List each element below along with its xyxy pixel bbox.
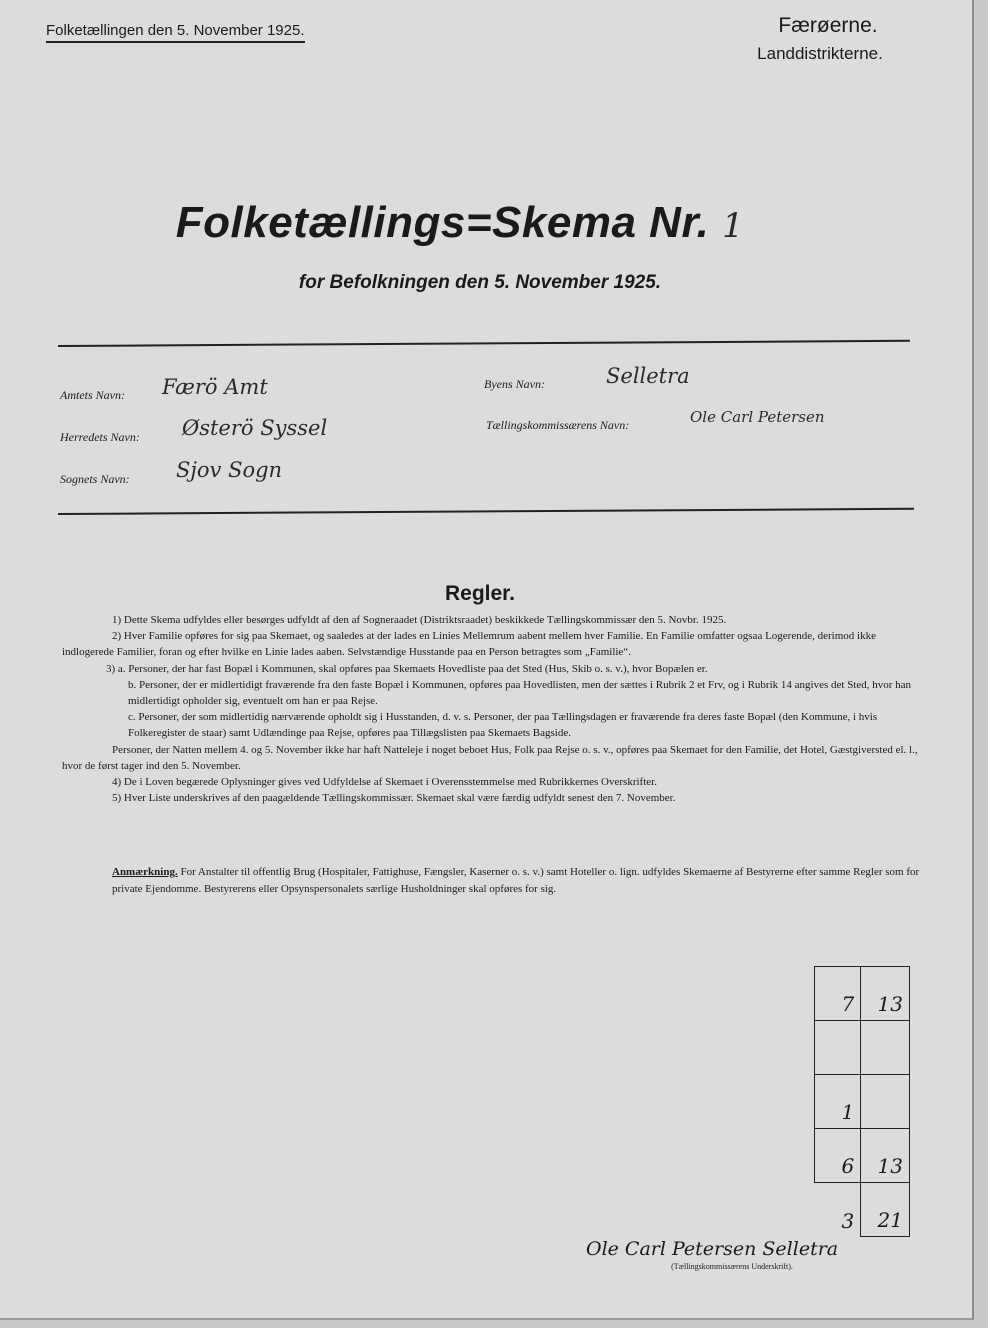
- signature-caption: (Tællingskommissærens Underskrift).: [671, 1262, 793, 1271]
- annotation-label: Anmærkning.: [112, 866, 178, 878]
- tally-table: [814, 966, 910, 1237]
- amt-label: Amtets Navn:: [60, 388, 125, 402]
- commissioner-signature: Ole Carl Petersen Selletra: [586, 1238, 839, 1260]
- tally-cell: [815, 1021, 861, 1075]
- rule-3-note: Personer, der Natten mellem 4. og 5. November ikke har haft Natteleje i noget beboet Hus, Folk paa Rejse o. s. v., opføres paa Skemaet for den Familie, det Hotel, Gæstgiversted el. l., hvor de først tager ind den 5. November.: [62, 743, 918, 772]
- rule-3a: 3) a. Personer, der har fast Bopæl i Kommunen, skal opføres paa Skemaets Hovedliste paa det Sted (Hus, Skib o. s. v.), hvor Bopælen er.: [106, 662, 708, 675]
- tally-row: [815, 1075, 910, 1129]
- rule-3c: c. Personer, der som midlertidig nærværende opholdt sig i Husstanden, d. v. s. Personer, der paa Tællingsdagen er fraværende fra deres faste Bopæl (den Kommune, i hvis Folkeregister de staar) samt Udlændinge paa Rejse, opføres paa Tillægslisten paa Skemaets Bagside.: [128, 711, 878, 740]
- sogn-label: Sognets Navn:: [60, 472, 130, 486]
- tally-row: [815, 1129, 910, 1183]
- by-value: Selletra: [606, 364, 690, 388]
- herred-label: Herredets Navn:: [60, 430, 140, 444]
- rules-heading: Regler.: [444, 582, 516, 605]
- sogn-value: Sjov Sogn: [176, 458, 283, 482]
- tally-cell: 3: [841, 1208, 855, 1233]
- annotation-block: [62, 864, 924, 898]
- tally-row: [815, 1183, 910, 1237]
- kommissaer-value: Ole Carl Petersen: [690, 408, 825, 426]
- tally-cell: 6: [815, 1129, 861, 1183]
- top-divider: [58, 340, 910, 347]
- tally-cell: [861, 1021, 910, 1075]
- form-title: [60, 198, 860, 248]
- form-subtitle: for Befolkningen den 5. November 1925.: [298, 272, 662, 293]
- tally-box: [814, 966, 910, 1233]
- tally-row: [815, 967, 910, 1021]
- kommissaer-label: Tællingskommissærens Navn:: [486, 418, 630, 432]
- rules-list: [62, 612, 924, 806]
- district-label: Landdistrikterne.: [757, 44, 883, 63]
- rule-5: 5) Hver Liste underskrives af den paagældende Tællingskommissær. Skemaet skal være færdig udfyldt senest den 7. November.: [112, 792, 676, 805]
- tally-cell: 13: [861, 1129, 910, 1183]
- annotation-text: For Anstalter til offentlig Brug (Hospitaler, Fattighuse, Fængsler, Kaserner o. s. v.) samt Hoteller o. lign. udfyldes Skemaerne af Bestyrerne efter samme Regler som for private Ejendomme. Bestyrerens eller Opsynspersonalets særlige Husholdninger skal opføres for sig.: [112, 866, 920, 895]
- by-label: Byens Navn:: [484, 377, 545, 391]
- tally-cell: [861, 1075, 910, 1129]
- rule-3b: b. Personer, der er midlertidigt fraværende fra den faste Bopæl i Kommunen, opføres paa Hovedlisten, men der sættes i Rubrik 2 et Frv, og i Rubrik 14 angives det Sted, hvor han midlertidigt opholder sig, eventuelt om han er paa Rejse.: [128, 678, 912, 708]
- bottom-divider: [58, 508, 914, 515]
- rule-1: 1) Dette Skema udfyldes eller besørges udfyldt af den af Sogneraadet (Distriktsraadet) beskikkede Tællingskommissær den 5. Novbr. 1925.: [112, 614, 727, 626]
- tally-row: [815, 1021, 910, 1075]
- schema-number: 1: [722, 206, 745, 246]
- tally-cell: 21: [861, 1183, 910, 1237]
- census-date-header: Folketællingen den 5. November 1925.: [46, 22, 305, 43]
- form-title-text: Folketællings=Skema Nr.: [175, 198, 710, 247]
- herred-value: Østerö Syssel: [182, 416, 328, 440]
- tally-cell: 13: [861, 967, 910, 1021]
- rule-4: 4) De i Loven begærede Oplysninger gives ved Udfyldelse af Skemaet i Overensstemmelse med Rubrikkernes Overskrifter.: [112, 776, 657, 789]
- tally-cell: 7: [815, 967, 861, 1021]
- rule-2: 2) Hver Familie opføres for sig paa Skemaet, og saaledes at der lades en Linies Mellemrum aabent mellem hver Familie. En Familie omfatter ogsaa Logerende, derimod ikke indlogerede Familier, foran og efter hvilke en Linie lades aaben. Selvstændige Husstande paa en Person betragtes som „Familie“.: [62, 630, 876, 659]
- region-label: Færøerne.: [778, 14, 878, 37]
- tally-cell: 1: [815, 1075, 861, 1129]
- amt-value: Færö Amt: [162, 375, 268, 399]
